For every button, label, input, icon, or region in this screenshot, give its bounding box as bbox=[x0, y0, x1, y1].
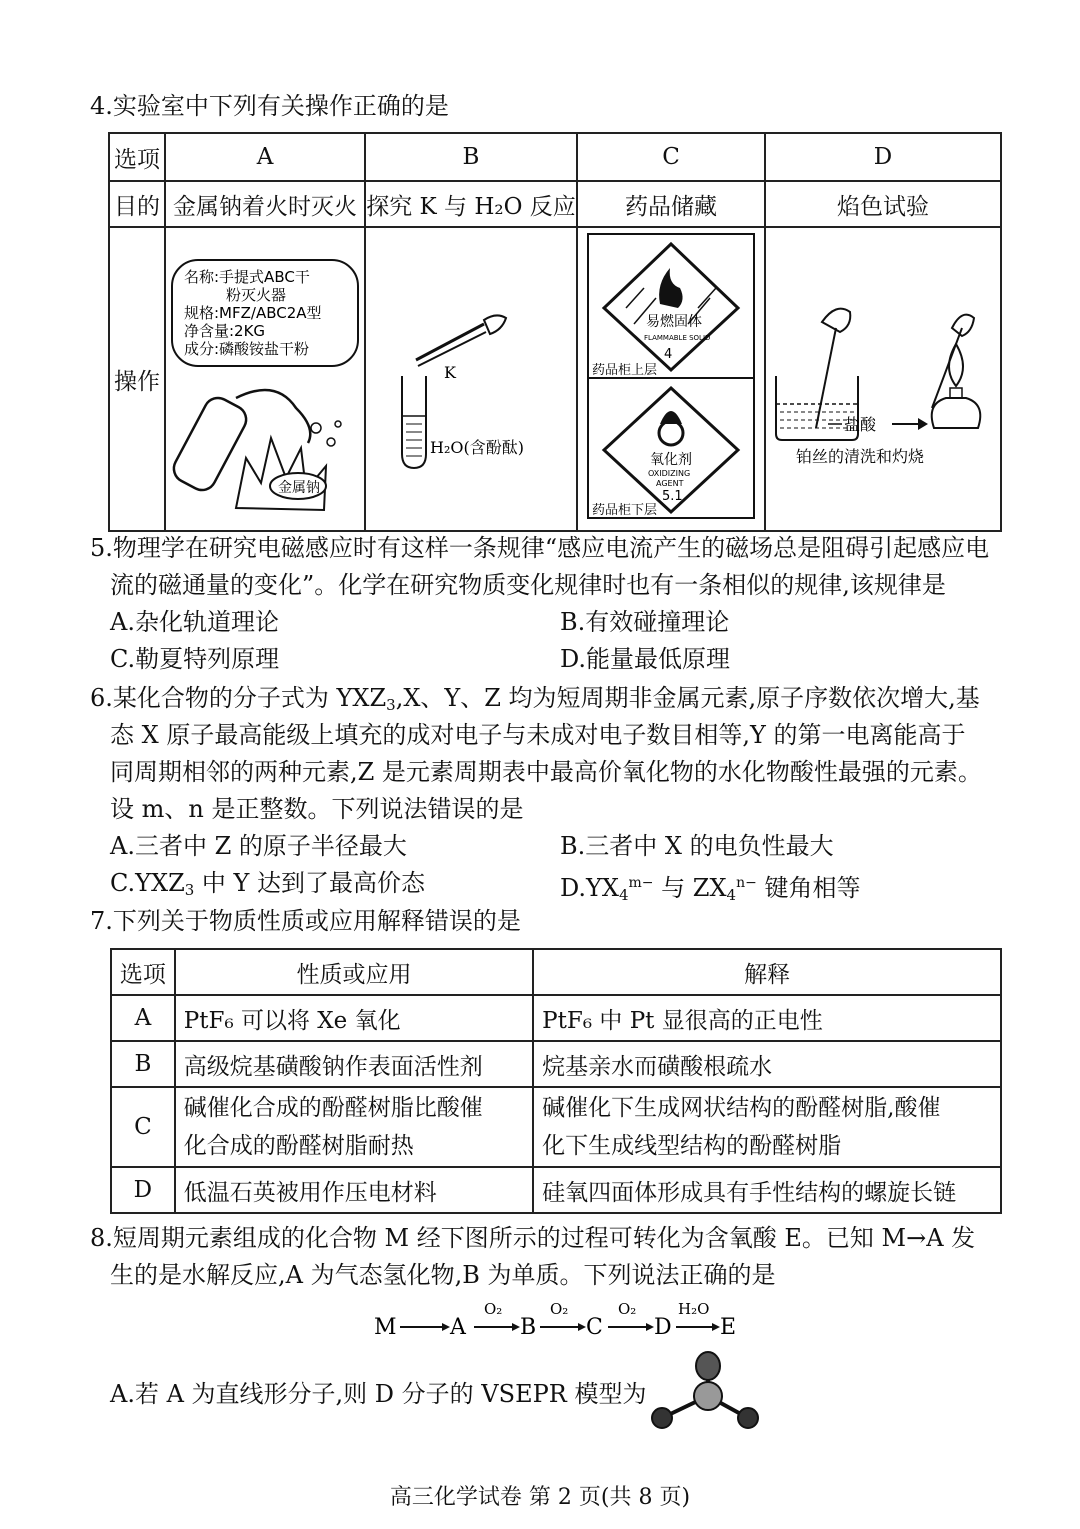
c-bot-shelf: 药品柜下层 bbox=[592, 503, 658, 518]
fire-extinguisher-illustration bbox=[166, 228, 364, 524]
q7-row-c-property: 碱催化合成的酚醛树脂比酸催 化合成的酚醛树脂耐热 bbox=[175, 1087, 533, 1167]
q6-option-d: $D.YX_4^{m-}$ 与 $ZX_4^{n-}$ 键角相等 bbox=[560, 874, 861, 904]
q7-row-a-property: PtF₆ 可以将 Xe 氧化 bbox=[175, 995, 533, 1041]
q7-row-b-explanation: 烷基亲水而磺酸根疏水 bbox=[533, 1041, 1001, 1087]
q7-row-d-property: 低温石英被用作压电材料 bbox=[175, 1167, 533, 1213]
d-acid-label: 盐酸 bbox=[844, 415, 877, 434]
q6-stem-line4: 设 m、n 是正整数。下列说法错误的是 bbox=[110, 795, 524, 823]
hand-icon bbox=[816, 309, 974, 428]
flame-test-illustration bbox=[766, 228, 1000, 524]
q7-stem: 7.下列关于物质性质或应用解释错误的是 bbox=[90, 907, 521, 935]
q7-row-d-explanation: 硅氧四面体形成具有手性结构的螺旋长链 bbox=[533, 1167, 1001, 1213]
chain-c: C bbox=[586, 1315, 603, 1340]
q5-option-c: C.勒夏特列原理 bbox=[110, 645, 280, 673]
chain-d: D bbox=[654, 1315, 672, 1340]
b-k-label: K bbox=[444, 363, 456, 382]
c-top-sign-num: 4 bbox=[664, 347, 673, 362]
q7-row-b-option: B bbox=[111, 1041, 175, 1087]
a-card-line3: 规格:MFZ/ABC2A型 bbox=[184, 304, 322, 322]
q4-purpose-c: 药品储藏 bbox=[577, 181, 765, 227]
q8-stem-line1: 8.短周期元素组成的化合物 M 经下图所示的过程可转化为含氧酸 E。已知 M→A 发 bbox=[90, 1224, 976, 1252]
d-caption: 铂丝的清洗和灼烧 bbox=[796, 447, 925, 466]
q7-header-explanation: 解释 bbox=[533, 949, 1001, 995]
reagent-2: O₂ bbox=[550, 1300, 569, 1318]
c-bot-sign-label: 氧化剂 bbox=[650, 452, 692, 468]
q7-row-c-option: C bbox=[111, 1087, 175, 1167]
reagent-1: O₂ bbox=[484, 1300, 503, 1318]
a-card-line5: 成分:磷酸铵盐干粉 bbox=[184, 340, 310, 358]
b-water-label: H₂O(含酚酞) bbox=[430, 438, 524, 457]
table-row bbox=[111, 1087, 1001, 1167]
c-bot-sign-num: 5.1 bbox=[662, 489, 683, 504]
q7-row-d-option: D bbox=[111, 1167, 175, 1213]
q4-header-option: 选项 bbox=[109, 133, 165, 181]
q4-purpose-d: 焰色试验 bbox=[765, 181, 1001, 227]
reagent-3: O₂ bbox=[618, 1300, 637, 1318]
q4-purpose-a: 金属钠着火时灭火 bbox=[165, 181, 365, 227]
chain-a: A bbox=[450, 1315, 466, 1340]
a-fire-label: 金属钠 bbox=[278, 480, 320, 496]
c-top-sign-label: 易燃固体 bbox=[646, 314, 702, 330]
reagent-4: H₂O bbox=[678, 1300, 710, 1318]
table-row bbox=[111, 1041, 1001, 1087]
q6-option-a: A.三者中 Z 的原子半径最大 bbox=[110, 832, 407, 860]
storage-illustration bbox=[578, 228, 764, 524]
q4-purpose-b: 探究 K 与 H₂O 反应 bbox=[365, 181, 577, 227]
q7-table bbox=[110, 948, 1002, 1214]
chain-m: M bbox=[374, 1315, 397, 1340]
q4-header-a: A bbox=[165, 133, 365, 181]
a-card-line4: 净含量:2KG bbox=[184, 322, 266, 340]
q6-option-b: B.三者中 X 的电负性最大 bbox=[560, 832, 834, 860]
chain-b: B bbox=[520, 1315, 537, 1340]
chain-e: E bbox=[720, 1315, 737, 1340]
q5-option-d: D.能量最低原理 bbox=[560, 645, 731, 673]
q4-header-d: D bbox=[765, 133, 1001, 181]
q4-operation-label: 操作 bbox=[109, 227, 165, 531]
table-row bbox=[111, 995, 1001, 1041]
q8-stem-line2: 生的是水解反应,A 为气态氢化物,B 为单质。下列说法正确的是 bbox=[110, 1261, 776, 1289]
c-top-sign-en: FLAMMABLE SOLID bbox=[644, 334, 711, 342]
table-row bbox=[111, 1167, 1001, 1213]
q4-header-c: C bbox=[577, 133, 765, 181]
q4-header-b: B bbox=[365, 133, 577, 181]
test-tube-icon bbox=[402, 376, 426, 468]
q7-row-c-explanation: 碱催化下生成网状结构的酚醛树脂,酸催 化下生成线型结构的酚醛树脂 bbox=[533, 1087, 1001, 1167]
q4-operation-d bbox=[765, 227, 1001, 531]
q4-operation-b bbox=[365, 227, 577, 531]
c-bot-sign-en1: OXIDIZING bbox=[648, 469, 691, 478]
q4-stem: 4.实验室中下列有关操作正确的是 bbox=[90, 92, 449, 120]
q5-option-b: B.有效碰撞理论 bbox=[560, 608, 730, 636]
potassium-water-illustration bbox=[366, 228, 576, 524]
q7-row-a-explanation: PtF₆ 中 Pt 显很高的正电性 bbox=[533, 995, 1001, 1041]
q6-stem-line1: 6.某化合物的分子式为 $YXZ_3,X$、Y、Z 均为短周期非金属元素,原子序数依次增大,基 bbox=[90, 684, 980, 714]
arrow-right-icon bbox=[892, 418, 928, 430]
c-bot-sign-en2: AGENT bbox=[656, 479, 684, 488]
q5-option-a: A.杂化轨道理论 bbox=[110, 608, 279, 636]
page-footer: 高三化学试卷 第 2 页(共 8 页) bbox=[389, 1485, 691, 1510]
tweezers-icon bbox=[416, 315, 506, 366]
q4-table bbox=[108, 132, 1002, 532]
a-card-line2: 粉灭火器 bbox=[226, 286, 287, 304]
c-top-shelf: 药品柜上层 bbox=[592, 363, 658, 378]
q5-stem-line2: 流的磁通量的变化”。化学在研究物质变化规律时也有一条相似的规律,该规律是 bbox=[110, 571, 946, 599]
alcohol-lamp-icon bbox=[932, 344, 981, 428]
q5-stem-line1: 5.物理学在研究电磁感应时有这样一条规律“感应电流产生的磁场总是阻碍引起感应电 bbox=[90, 534, 990, 562]
a-card-line1: 名称:手提式ABC干 bbox=[184, 268, 310, 286]
q7-row-a-option: A bbox=[111, 995, 175, 1041]
q7-header-property: 性质或应用 bbox=[175, 949, 533, 995]
chain-arrows bbox=[400, 1323, 720, 1331]
q6-option-c: $C.YXZ_3$ 中 Y 达到了最高价态 bbox=[110, 869, 426, 899]
q8-option-a: A.若 A 为直线形分子,则 D 分子的 VSEPR 模型为 bbox=[110, 1380, 647, 1408]
reaction-chain bbox=[370, 1296, 750, 1344]
q4-operation-a bbox=[165, 227, 365, 531]
q4-operation-c bbox=[577, 227, 765, 531]
q7-header-option: 选项 bbox=[111, 949, 175, 995]
q7-row-b-property: 高级烷基磺酸钠作表面活性剂 bbox=[175, 1041, 533, 1087]
vsepr-model-icon bbox=[648, 1350, 764, 1432]
q6-stem-line2: 态 X 原子最高能级上填充的成对电子与未成对电子数目相等,Y 的第一电离能高于 bbox=[110, 721, 966, 749]
q6-stem-line3: 同周期相邻的两种元素,Z 是元素周期表中最高价氧化物的水化物酸性最强的元素。 bbox=[110, 758, 982, 786]
q4-purpose-label: 目的 bbox=[109, 181, 165, 227]
